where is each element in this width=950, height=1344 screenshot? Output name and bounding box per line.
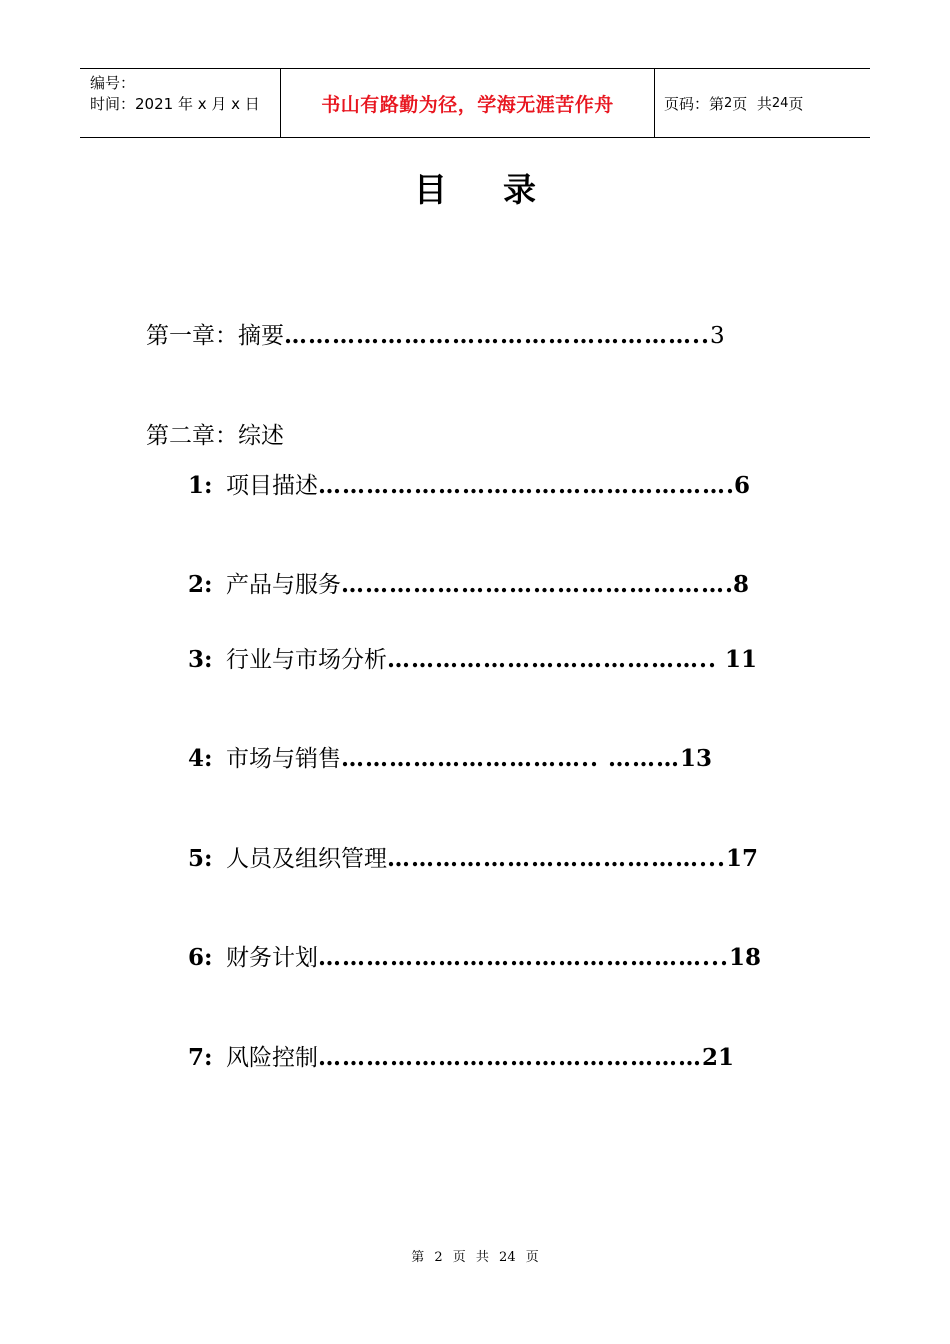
toc-page-number: 13	[680, 745, 713, 772]
toc-item-number: 3:	[188, 646, 213, 673]
header-motto: 书山有路勤为径，学海无涯苦作舟	[321, 93, 614, 116]
toc-item-label: 项目描述	[226, 473, 318, 499]
toc-item-label: 行业与市场分析	[226, 647, 387, 673]
toc-item-label: 风险控制	[226, 1045, 318, 1071]
toc-chapter-label: 第一章：摘要	[146, 323, 284, 349]
header-time-label: 时间：2021 年 x 月 x 日	[90, 95, 260, 113]
toc-item-7[interactable]	[188, 1039, 734, 1072]
toc-leader-dots: …………………………………………	[318, 1044, 702, 1071]
toc-chapter-1[interactable]	[146, 317, 725, 350]
toc-item-5[interactable]	[188, 840, 758, 873]
header-page-prefix: 页码：第	[664, 94, 725, 113]
toc-leader-dots: …………………………………..	[387, 646, 718, 673]
toc-page-number: .8	[725, 571, 750, 598]
toc-leader-dots: …………………………………………	[341, 571, 725, 598]
toc-leader-dots: …………………………………………...	[318, 944, 730, 971]
toc-item-number: 2:	[188, 571, 213, 598]
header-number-label: 编号：	[90, 74, 136, 92]
toc-leader-dots: ……………………………………………	[318, 472, 726, 499]
header-page-current: 2	[724, 95, 733, 111]
toc-item-label: 产品与服务	[226, 572, 341, 598]
page-footer: 第 2 页 共 24 页	[411, 1250, 539, 1265]
toc-leader-dots: ……………………………………………..	[284, 322, 711, 349]
toc-page-number: 18	[729, 944, 762, 971]
toc-item-number: 7:	[188, 1044, 213, 1071]
toc-leader-dots: …………………………………...	[387, 845, 727, 872]
toc-item-number: 6:	[188, 944, 213, 971]
toc-item-label: 市场与销售	[226, 746, 341, 772]
header-page-mid: 页 共	[732, 94, 772, 113]
toc-page-number: 17	[726, 845, 759, 872]
toc-item-number: 5:	[188, 845, 213, 872]
toc-item-1[interactable]	[188, 467, 750, 500]
page-title: 目录	[414, 170, 592, 209]
toc-item-3[interactable]	[188, 641, 757, 674]
toc-item-4[interactable]	[188, 740, 712, 773]
toc-page-number: 11	[717, 646, 758, 673]
toc-item-number: 1:	[188, 472, 213, 499]
toc-leader-dots: ………………………….. ………	[341, 745, 681, 772]
toc-chapter-2[interactable]	[146, 417, 284, 450]
toc-item-number: 4:	[188, 745, 213, 772]
header-page-total: 24	[771, 95, 789, 111]
toc-item-6[interactable]	[188, 939, 761, 972]
toc-chapter-label: 第二章：综述	[146, 423, 284, 449]
toc-item-label: 财务计划	[226, 945, 318, 971]
toc-page-number: 21	[702, 1044, 735, 1071]
toc-item-2[interactable]	[188, 566, 749, 599]
toc-page-number: .6	[726, 472, 751, 499]
toc-item-label: 人员及组织管理	[226, 846, 387, 872]
header-page-suffix: 页	[788, 94, 804, 113]
toc-page-number: 3	[710, 323, 725, 349]
